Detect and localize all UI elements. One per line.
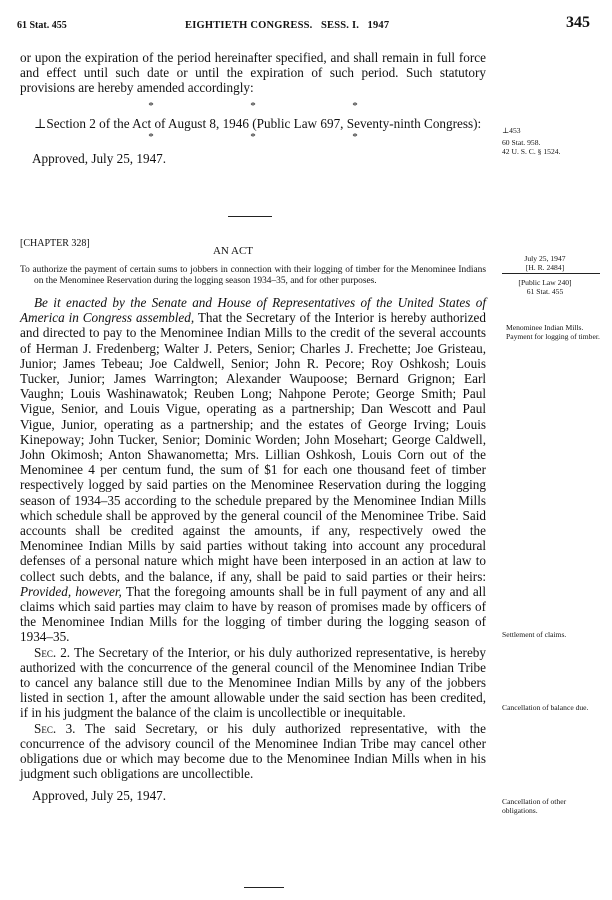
page-number: 345 [566,14,590,31]
running-header-title: EIGHTIETH CONGRESS. SESS. I. 1947 [185,20,390,31]
enacting-clause: Be it enacted by the Senate and House of Representatives of the United States of America in Congress assembled, [20,295,486,326]
margin-note-mills-payment: Payment for logging of timber. [506,332,600,341]
section-2-amendment-text: Section 2 of the Act of August 8, 1946 (Public Law 697, Seventy-ninth Congress): [46,115,482,131]
margin-note-cancellation-other: Cancellation of other obligations. [502,797,567,815]
margin-public-law: [Public Law 240] [518,278,572,287]
running-header-citation: 61 Stat. 455 [17,20,67,31]
star: * [352,99,358,112]
approved-date: Approved, July 25, 1947. [32,787,167,803]
approved-date: Approved, July 25, 1947. [32,150,167,166]
section-divider [228,216,272,217]
chapter-number: [CHAPTER 328] [20,238,90,249]
section-1-text-b: That the foregoing amounts shall be in full payment of any and all claims which said parties may claim to have by reason of promises made by officers of the Menominee Indian Mills for the logging of timber during the logging season of 1934–35. [20,583,487,645]
section-2-amendment [20,116,486,131]
margin-note-mills [502,323,600,341]
continuation-block [20,50,486,166]
star: * [148,99,154,112]
margin-ref-mark: ⊥453 [502,126,521,135]
end-rule [244,887,284,888]
section-1 [20,295,486,645]
margin-note-settlement: Settlement of claims. [502,630,567,639]
margin-citation-stat: 60 Stat. 958. [502,138,541,147]
section-3-text: The said Secretary, or his duly authorized representative, with the concurrence of the advisory council of the Menominee Indian Tribe may cancel other obligations due or which may become due to the Menominee Indian Mills when in his judgment such obligations are uncollectible. [20,720,486,782]
section-2-label: Sec. 2. [34,644,71,660]
section-2 [20,645,486,721]
page-break-marker: ⊥ [34,115,47,131]
margin-note-cancellation-balance: Cancellation of balance due. [502,703,589,712]
act-title: AN ACT [212,245,254,257]
section-2-text: The Secretary of the Interior, or his duly authorized representative, is hereby authorized with the concurrence of the general council of the Menominee Indian Tribe to cancel any balance still due to the Menominee Indian Mills by any of the jobbers listed in section 1, after the amount allowable under the said section has been credited, if in his judgment the balance of the claim is uncollectible or inequitable. [20,644,486,721]
star: * [352,130,358,143]
margin-approval-date: July 25, 1947 [524,254,566,263]
star: * [148,130,154,143]
proviso: Provided, however, [20,583,122,599]
star: * [250,130,256,143]
chapter-block [20,238,486,803]
margin-rule [502,273,600,274]
ellipsis-stars [20,131,486,143]
margin-stat: 61 Stat. 455 [526,287,564,296]
section-3 [20,721,486,782]
margin-note-mills-title: Menominee Indian Mills. [506,323,584,332]
section-3-label: Sec. 3. [34,720,76,736]
ellipsis-stars [20,100,486,112]
act-summary: To authorize the payment of certain sums to jobbers in connection with their logging of timber for the Menominee Indians on the Menominee Reservation during the logging season 1934–35, and for other purposes. [20,265,486,286]
margin-bill-number: [H. R. 2484] [525,263,565,272]
star: * [250,99,256,112]
margin-citation-usc: 42 U. S. C. § 1524. [502,147,561,156]
section-1-text-a: That the Secretary of the Interior is hereby authorized and directed to pay to the Menominee Indian Mills to the credit of the several accounts of Herman J. Fredenberg; Walter J. Peters, Senior; Charles J. Frechette; Joe Gristeau, Junior; James Tebeau; Joe Caldwell, Senior; John R. Pecore; Roy Oshkosh; Louis Tucker, Junior; James Warrington; Alexander Waupoose; Bernard Grignon; Earl Vaughn; Louis Washinawatok; Reuben Long; Nahpone Perote; George Smith; Paul Vigue, Senior, and Louis Vigue, operating as a partnership; Dan Wescott and Paul Vigue, Junior, operating as a partnership; and the estates of George Irving; Louis Kinepoway; John Tucker, Senior; Dominic Worden; John Mosehart; George Caldwell, John Okimosh; Anton Shawanometta; Mrs. Lillian Oshkosh, Louis Corn out of the Menominee 4 per centum fund, the sum of $1 for each one thousand feet of timber respectively logged by said parties on the Menominee Reservation during the logging season of 1934–35 according to the schedule prepared by the Menominee Indian Mills which schedule shall be approved by the general council of the Menominee Tribe. Said accounts shall be credited against the amounts, if any, respectively owed the Menominee Indian Mills by said parties without taking into account any procedural defenses of a personal nature which might have been interposed in an action at law to collect such debts, and the balance, if any, shall be paid to said parties or their heirs: [20,310,486,584]
continuation-text: or upon the expiration of the period hereinafter specified, and shall remain in full force and effect until such date or until the expiration of such period. Such statutory provisions are hereby amended accordingly: [20,50,486,96]
